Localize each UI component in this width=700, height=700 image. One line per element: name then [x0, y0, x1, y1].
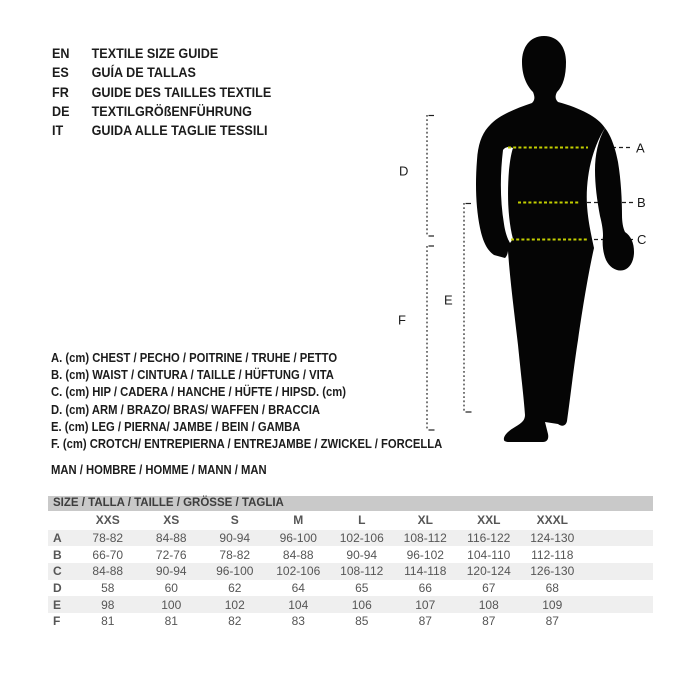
table-cell: 90-94: [346, 547, 378, 562]
table-cell: 102: [224, 597, 245, 612]
table-row: [48, 596, 653, 613]
language-title: TEXTILGRÖßENFÜHRUNG: [91, 102, 252, 119]
table-cell: 87: [418, 614, 432, 629]
table-cell: 98: [101, 597, 115, 612]
table-title: SIZE / TALLA / TAILLE / GRÖSSE / TAGLIA: [48, 496, 653, 511]
column-header: L: [358, 513, 366, 528]
table-cell: 96-100: [216, 564, 254, 579]
measurement-item: E. (cm) LEG / PIERNA/ JAMBE / BEIN / GAMBA: [51, 419, 301, 434]
table-cell: 102-106: [339, 530, 384, 545]
language-code: EN: [52, 45, 70, 61]
table-cell: 81: [101, 614, 115, 629]
table-cell: 85: [355, 614, 369, 629]
measurement-item: C. (cm) HIP / CADERA / HANCHE / HÜFTE / HIPSD. (cm): [51, 385, 347, 400]
table-cell: 65: [355, 580, 369, 595]
size-table: [48, 496, 653, 630]
right-arm-silhouette: [595, 128, 634, 271]
table-cell: 64: [291, 580, 305, 595]
table-cell: 108-112: [403, 530, 447, 545]
table-cell: 84-88: [282, 547, 314, 562]
column-header: XXXL: [536, 513, 568, 528]
table-cell: 68: [545, 580, 559, 595]
table-cell: 96-102: [406, 547, 444, 562]
language-code: FR: [52, 83, 69, 100]
table-cell: 58: [101, 580, 115, 595]
language-row: [52, 102, 271, 121]
language-title: GUIDE DES TAILLES TEXTILE: [91, 83, 272, 100]
row-label: D: [53, 580, 62, 595]
table-row: [48, 613, 653, 630]
table-header-row: [48, 511, 653, 530]
table-cell: 116-122: [467, 530, 511, 545]
table-row: [48, 546, 653, 563]
table-cell: 106: [351, 597, 372, 612]
column-header: M: [293, 513, 304, 528]
table-cell: 126-130: [530, 564, 575, 579]
gender-line: MAN / HOMBRE / HOMME / MANN / MAN: [51, 463, 267, 477]
table-cell: 120-124: [466, 564, 511, 579]
column-header: S: [230, 513, 239, 528]
table-cell: 62: [228, 580, 242, 595]
measurement-item: D. (cm) ARM / BRAZO/ BRAS/ WAFFEN / BRACCIA: [51, 402, 320, 417]
row-label: C: [53, 564, 62, 579]
table-cell: 108: [478, 597, 499, 612]
table-cell: 83: [291, 614, 305, 629]
arm-label: D: [399, 163, 409, 179]
table-row: [48, 580, 653, 597]
row-label: A: [53, 530, 62, 545]
table-cell: 109: [542, 597, 563, 612]
measurement-item: A. (cm) CHEST / PECHO / POITRINE / TRUHE / PETTO: [51, 351, 338, 365]
language-title: TEXTILE SIZE GUIDE: [91, 45, 219, 61]
table-cell: 107: [415, 597, 436, 612]
table-cell: 66: [418, 580, 432, 595]
language-code: IT: [52, 122, 64, 139]
language-row: [52, 121, 271, 140]
measurement-item: B. (cm) WAIST / CINTURA / TAILLE / HÜFTUNG / VITA: [51, 368, 334, 383]
table-cell: 90-94: [219, 530, 251, 545]
table-cell: 87: [545, 614, 559, 629]
table-cell: 124-130: [530, 530, 575, 545]
measurement-item: F. (cm) CROTCH/ ENTREPIERNA / ENTREJAMBE / ZWICKEL / FORCELLA: [51, 437, 443, 452]
row-label: B: [53, 547, 62, 562]
table-cell: 102-106: [276, 564, 321, 579]
language-row: [52, 44, 271, 63]
language-title: GUIDA ALLE TAGLIE TESSILI: [91, 122, 268, 139]
table-cell: 114-118: [404, 564, 447, 579]
language-list: [52, 44, 296, 140]
table-cell: 104-110: [467, 547, 511, 562]
table-cell: 90-94: [155, 564, 187, 579]
table-cell: 84-88: [92, 564, 124, 579]
table-cell: 112-118: [531, 547, 574, 562]
row-label: F: [53, 614, 61, 629]
column-header: XXS: [95, 513, 120, 528]
table-grid: [48, 511, 653, 630]
table-cell: 60: [164, 580, 178, 595]
table-cell: 78-82: [219, 547, 251, 562]
table-cell: 67: [482, 580, 496, 595]
table-cell: 78-82: [92, 530, 124, 545]
table-row: [48, 530, 653, 547]
column-header: XS: [163, 513, 180, 528]
column-header: XXL: [477, 513, 501, 528]
row-label: E: [53, 597, 62, 612]
crotch-label: F: [398, 312, 406, 328]
chest-label: A: [636, 140, 645, 156]
table-cell: 72-76: [155, 547, 187, 562]
table-row: [48, 563, 653, 580]
column-header: XL: [417, 513, 433, 528]
language-title: GUÍA DE TALLAS: [91, 64, 196, 81]
table-cell: 84-88: [155, 530, 187, 545]
language-code: ES: [52, 64, 69, 81]
table-cell: 87: [482, 614, 496, 629]
table-cell: 81: [164, 614, 178, 629]
table-cell: 96-100: [279, 530, 317, 545]
language-code: DE: [52, 102, 70, 119]
table-cell: 108-112: [340, 564, 384, 579]
measurement-legend: [51, 350, 442, 453]
leg-label: E: [444, 292, 453, 308]
table-cell: 100: [161, 597, 182, 612]
table-cell: 104: [288, 597, 309, 612]
hip-label: C: [637, 232, 647, 247]
table-cell: 82: [228, 614, 242, 629]
language-row: [52, 63, 271, 82]
language-row: [52, 83, 271, 102]
table-cell: 66-70: [92, 547, 124, 562]
waist-label: B: [637, 195, 646, 210]
